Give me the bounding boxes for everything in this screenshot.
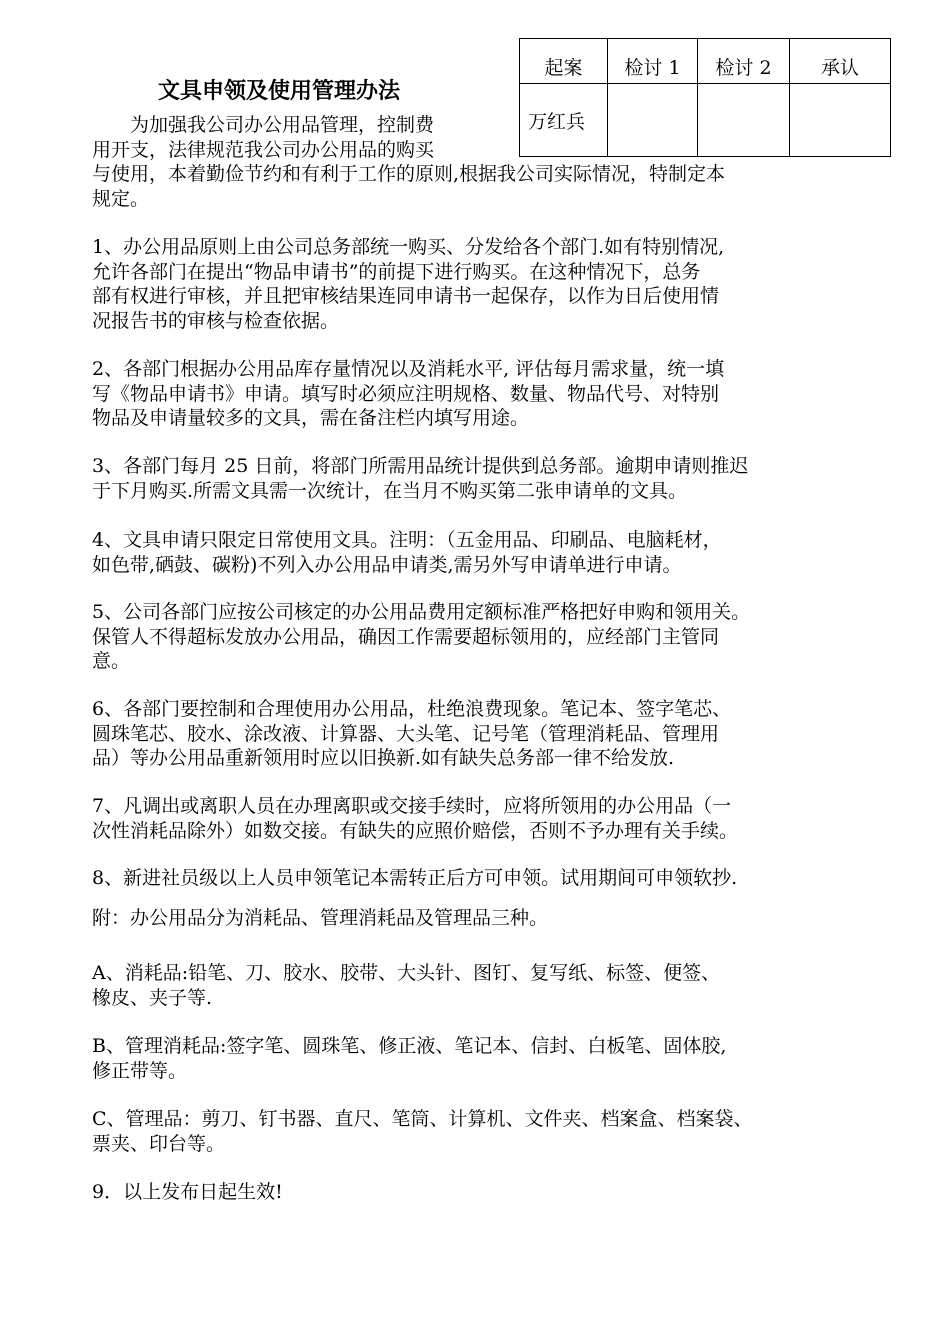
category-b-line: 修正带等。 bbox=[92, 1059, 188, 1082]
approval-signature-drafted: 万红兵 bbox=[520, 84, 608, 157]
intro-line: 用开支，法律规范我公司办公用品的购买 bbox=[92, 138, 435, 161]
approval-header-review-2: 检讨 2 bbox=[698, 39, 790, 84]
rule-6-paragraph bbox=[92, 697, 731, 771]
rule-6-line: 圆珠笔芯、胶水、涂改液、计算器、大头笔、记号笔（管理消耗品、管理用 bbox=[92, 722, 720, 745]
rule-3-line: 于下月购买.所需文具需一次统计，在当月不购买第二张申请单的文具。 bbox=[92, 479, 688, 502]
rule-7-line: 次性消耗品除外）如数交接。有缺失的应照价赔偿，否则不予办理有关手续。 bbox=[92, 819, 739, 842]
rule-1-line: 部有权进行审核，并且把审核结果连同申请书一起保存，以作为日后使用情 bbox=[92, 285, 720, 307]
approval-header-row bbox=[520, 39, 891, 84]
category-c-paragraph bbox=[92, 1107, 753, 1156]
intro-line: 与使用，本着勤俭节约和有利于工作的原则,根据我公司实际情况，特制定本 bbox=[92, 163, 726, 185]
category-b-line: B、管理消耗品:签字笔、圆珠笔、修正液、笔记本、信封、白板笔、固体胶, bbox=[92, 1035, 727, 1057]
intro-paragraph bbox=[92, 113, 725, 211]
rule-7-paragraph bbox=[92, 794, 738, 843]
document-title: 文具申领及使用管理办法 bbox=[158, 79, 401, 104]
approval-header-drafted: 起案 bbox=[520, 39, 608, 84]
category-a-paragraph bbox=[92, 961, 720, 1010]
rule-8-paragraph bbox=[92, 866, 737, 891]
rule-4-paragraph bbox=[92, 528, 722, 577]
rule-5-paragraph bbox=[92, 600, 750, 674]
approval-header-review-1: 检讨 1 bbox=[608, 39, 698, 84]
category-c-line: 票夹、印台等。 bbox=[92, 1132, 226, 1155]
rule-5-line: 5、公司各部门应按公司核定的办公用品费用定额标准严格把好申购和领用关。 bbox=[92, 601, 751, 623]
rule-4-line: 4、文具申请只限定日常使用文具。注明：（五金用品、印刷品、电脑耗材， bbox=[92, 529, 722, 551]
rule-1-paragraph bbox=[92, 235, 724, 333]
rule-5-line: 保管人不得超标发放办公用品，确因工作需要超标领用的，应经部门主管同 bbox=[92, 625, 720, 648]
rule-2-paragraph bbox=[92, 357, 724, 431]
category-c-line: C、管理品：剪刀、钉书器、直尺、笔筒、计算机、文件夹、档案盒、档案袋、 bbox=[92, 1108, 753, 1130]
rule-6-line: 6、各部门要控制和合理使用办公用品，杜绝浪费现象。笔记本、签字笔芯、 bbox=[92, 698, 732, 720]
rule-8-line: 8、新进社员级以上人员申领笔记本需转正后方可申领。试用期间可申领软抄. bbox=[92, 867, 738, 889]
category-a-line: A、消耗品:铅笔、刀、胶水、胶带、大头针、图钉、复写纸、标签、便签、 bbox=[92, 962, 721, 984]
category-a-line: 橡皮、夹子等. bbox=[92, 986, 213, 1009]
rule-2-line: 物品及申请量较多的文具，需在备注栏内填写用途。 bbox=[92, 407, 530, 429]
approval-header-approved: 承认 bbox=[790, 39, 891, 84]
intro-line: 规定。 bbox=[92, 187, 150, 210]
approval-signature-approved bbox=[790, 84, 891, 157]
rule-5-line: 意。 bbox=[92, 650, 131, 672]
category-b-paragraph bbox=[92, 1034, 726, 1083]
rule-2-line: 写《物品申请书》申请。填写时必须应注明规格、数量、物品代号、对特别 bbox=[92, 382, 720, 405]
appendix-intro-line: 附：办公用品分为消耗品、管理消耗品及管理品三种。 bbox=[92, 907, 549, 929]
intro-line: 为加强我公司办公用品管理，控制费 bbox=[92, 114, 435, 136]
rule-9-line: 9．以上发布日起生效! bbox=[92, 1181, 283, 1203]
rule-1-line: 1、办公用品原则上由公司总务部统一购买、分发给各个部门.如有特别情况, bbox=[92, 236, 725, 258]
rule-3-line: 3、各部门每月 25 日前，将部门所需用品统计提供到总务部。逾期申请则推迟 bbox=[92, 455, 749, 477]
rule-1-line: 允许各部门在提出“物品申请书”的前提下进行购买。在这种情况下，总务 bbox=[92, 260, 701, 283]
appendix-intro-paragraph bbox=[92, 906, 548, 931]
rule-6-line: 品）等办公用品重新领用时应以旧换新.如有缺失总务部一律不给发放. bbox=[92, 747, 675, 769]
rule-3-paragraph bbox=[92, 454, 748, 503]
rule-2-line: 2、各部门根据办公用品库存量情况以及消耗水平, 评估每月需求量，统一填 bbox=[92, 358, 725, 380]
rule-4-line: 如色带,硒鼓、碳粉)不列入办公用品申请类,需另外写申请单进行申请。 bbox=[92, 553, 682, 576]
rule-7-line: 7、凡调出或离职人员在办理离职或交接手续时，应将所领用的办公用品（一 bbox=[92, 795, 732, 817]
rule-9-paragraph bbox=[92, 1180, 283, 1205]
rule-1-line: 况报告书的审核与检查依据。 bbox=[92, 309, 340, 332]
